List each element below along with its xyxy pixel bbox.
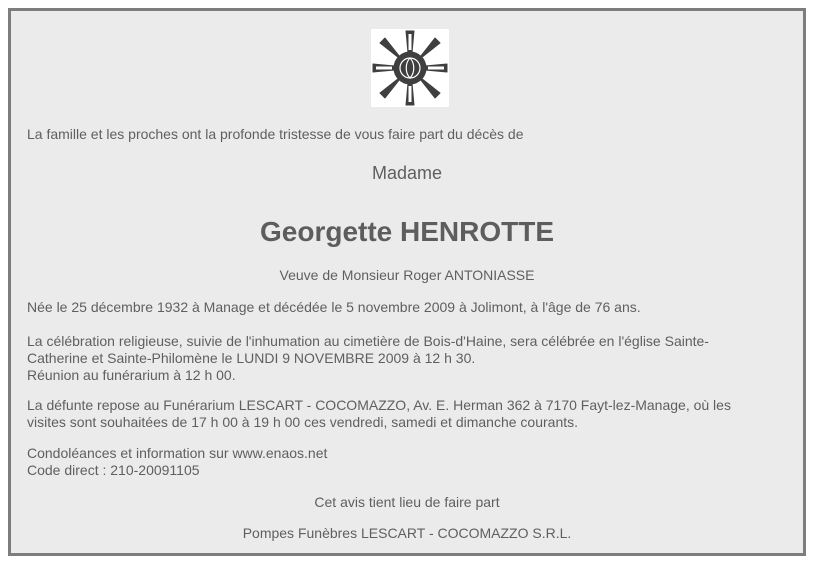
funeral-home-name: Pompes Funèbres LESCART - COCOMAZZO S.R.L. xyxy=(242,525,572,541)
ornate-cross-icon xyxy=(371,29,449,107)
direct-code: Code direct : 210-20091105 xyxy=(27,462,200,478)
notice-intro: La famille et les proches ont la profonde tristesse de vous faire part du décès de xyxy=(27,126,524,142)
ceremony-details-line-2: Catherine et Sainte-Philomène le LUNDI 9 NOVEMBRE 2009 à 12 h 30. xyxy=(27,350,476,366)
birth-death-details: Née le 25 décembre 1932 à Manage et décédée le 5 novembre 2009 à Jolimont, à l'âge de 76 ans. xyxy=(27,299,641,315)
death-notice xyxy=(8,8,806,556)
notice-statement: Cet avis tient lieu de faire part xyxy=(314,494,500,510)
visitation-details-line-1: La défunte repose au Funérarium LESCART - COCOMAZZO, Av. E. Herman 362 à 7170 Fayt-lez-Manage, où les xyxy=(27,397,731,413)
deceased-name: Georgette HENROTTE xyxy=(259,216,555,247)
visitation-details-line-2: visites sont souhaitées de 17 h 00 à 19 h 00 ces vendredi, samedi et dimanche courants. xyxy=(27,414,579,430)
salutation: Madame xyxy=(371,163,443,183)
condolences-info: Condoléances et information sur www.enaos.net xyxy=(27,445,328,461)
ceremony-details-line-1: La célébration religieuse, suivie de l'inhumation au cimetière de Bois-d'Haine, sera célébrée en l'église Sainte- xyxy=(27,333,709,349)
widow-of: Veuve de Monsieur Roger ANTONIASSE xyxy=(279,267,535,283)
gathering-details: Réunion au funérarium à 12 h 00. xyxy=(27,367,236,383)
